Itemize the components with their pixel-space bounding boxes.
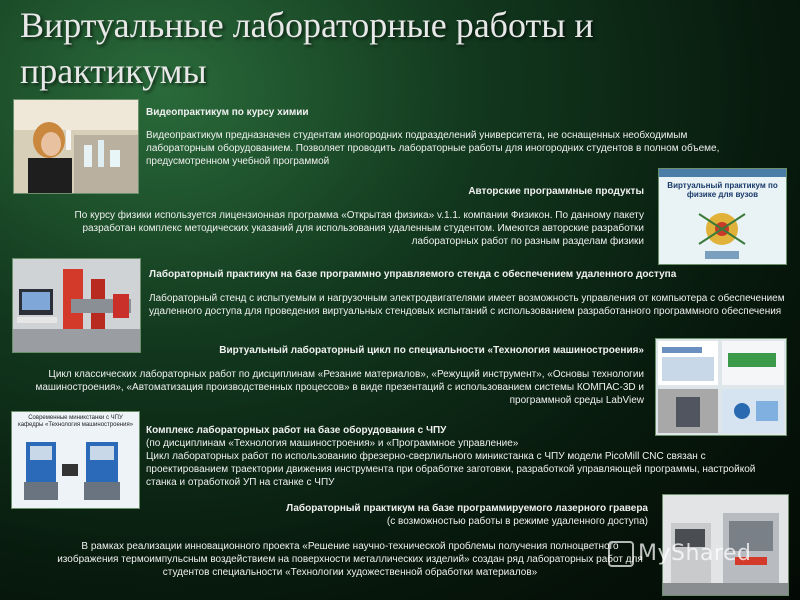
physics-cover-title: Виртуальный практикум по физике для вузов xyxy=(667,181,778,199)
cnc-caption-line-1: Современные миникстанки с ЧПУ xyxy=(28,415,123,421)
motor-stand-photo xyxy=(12,258,141,353)
section-heading: Лабораторный практикум на базе программно управляемого стенда с обеспечением удаленного доступа xyxy=(149,269,677,280)
section-heading: Видеопрактикум по курсу химии xyxy=(146,107,309,118)
watermark-text: MyShared xyxy=(638,541,752,566)
physics-software-photo xyxy=(658,168,787,265)
section-laser xyxy=(40,502,648,528)
section-physics xyxy=(40,185,644,248)
watermark-logo-icon xyxy=(608,541,634,567)
labview-screens-photo xyxy=(655,338,787,436)
section-subheading: (с возможностью работы в режиме удаленного доступа) xyxy=(386,516,648,527)
section-body: Лабораторный стенд с испытуемым и нагрузочным электродвигателями имеет возможность управления от компьютера с обеспечением удаленного доступа для проведения виртуальных стендовых испытаний с использованием разработанного программного обеспечения xyxy=(149,293,785,317)
page-title xyxy=(20,2,790,94)
section-heading: Авторские программные продукты xyxy=(468,186,644,197)
title-line-2: практикумы xyxy=(20,51,207,91)
cnc-caption-line-2: кафедры «Технология машиностроения» xyxy=(17,422,134,428)
chemistry-lab-photo xyxy=(13,99,139,194)
section-body: Видеопрактикум предназначен студентам иногородних подразделений университета, не оснащенных необходимым лабораторным оборудованием. Позволяет проводить лабораторные работы для иногородних студентов в полном объеме, предусмотренном учебной программой xyxy=(146,130,720,167)
section-subheading: (по дисциплинам «Технология машиностроения» и «Программное управление» xyxy=(146,438,519,449)
section-laser-body xyxy=(50,540,650,579)
section-heading: Виртуальный лабораторный цикл по специальности «Технология машиностроения» xyxy=(219,345,644,356)
section-chemistry xyxy=(146,106,756,168)
section-cnc xyxy=(146,424,776,489)
title-line-1: Виртуальные лабораторные работы и xyxy=(20,5,594,45)
cnc-caption xyxy=(14,415,137,429)
section-body: В рамках реализации инновационного проекта «Решение научно-технической проблемы получения полноцветного изображения термоимпульсным воздействием на поверхности металлических изделий» создан ряд лабораторных работ для студентов специальности «Технологии художественной обработки материалов» xyxy=(57,541,643,578)
section-motor-stand xyxy=(149,268,785,318)
section-machine-tech xyxy=(20,344,644,407)
section-heading: Лабораторный практикум на базе программируемого лазерного гравера xyxy=(286,503,648,514)
section-body: Цикл классических лабораторных работ по дисциплинам «Резание материалов», «Режущий инструмент», «Основы технологии машиностроения», «Автоматизация производственных процессов» в виде презентаций с использованием системы КОМПАС-3D и программной среды LabView xyxy=(35,369,644,406)
section-heading: Комплекс лабораторных работ на базе оборудования с ЧПУ xyxy=(146,425,447,436)
section-body: Цикл лабораторных работ по использованию фрезерно-сверлильного миникстанка с ЧПУ модели PicoMill CNC связан с проектированием траектории движения инструмента при обработке заготовки, разработкой управляющей программы, настройкой станка и отработкой УП на станке с ЧПУ xyxy=(146,451,756,488)
watermark xyxy=(608,541,751,567)
section-body: По курсу физики используется лицензионная программа «Открытая физика» v.1.1. компании Физикон. По данному пакету разработан комплекс методических указаний для использования удаленным студентом. Имеются авторские разработки лабораторных работ по разным разделам физики xyxy=(74,210,644,247)
cnc-machines-photo xyxy=(11,411,140,509)
